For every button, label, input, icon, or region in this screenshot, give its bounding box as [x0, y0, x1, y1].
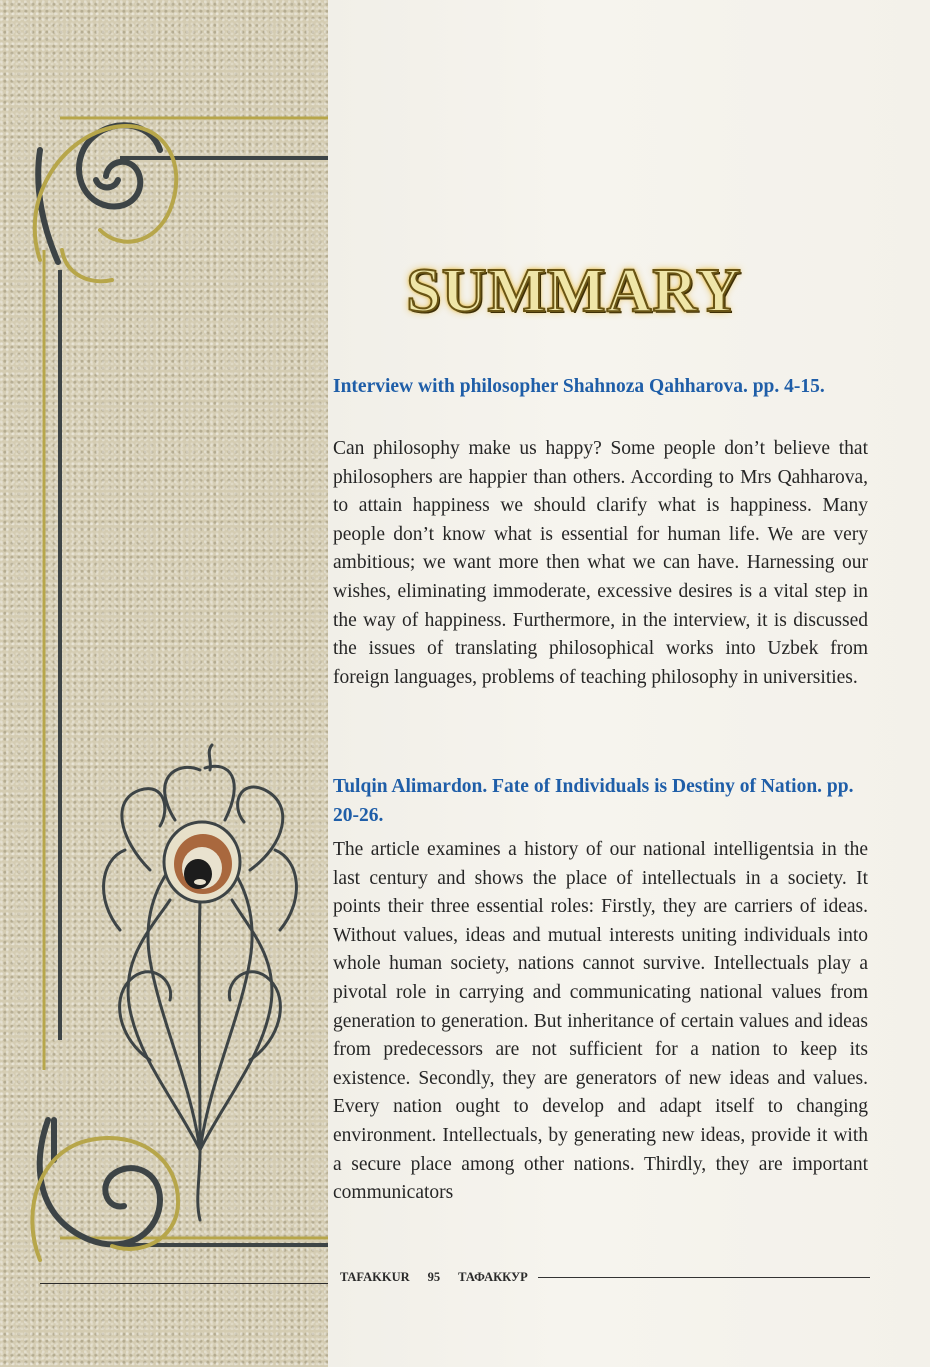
article-1-body: Can philosophy make us happy? Some people don’t believe that philosophers are happier than others. According to Mrs Qahharova, to attain happiness we should clarify what is happiness. Many people don’t know what is essential for human life. We are very ambitious; we want more then what we can have. Harnessing our wishes, eliminating immoderate, excessive desires is a vital step in the way of happiness. Furthermore, in the interview, it is discussed the issues of translating philosophical works into Uzbek from foreign languages, problems of teaching philosophy in universities. [333, 438, 868, 688]
footer-journal-latin: TAFAKKUR [340, 1269, 410, 1284]
scroll-corner-icon [38, 125, 160, 262]
peacock-feather-icon [104, 745, 297, 1220]
page-title: SUMMARY [406, 257, 742, 325]
footer-journal-cyrillic: ТАФАККУР [458, 1269, 528, 1284]
page-footer [340, 1267, 870, 1287]
article-2-body: The article examines a history of our national intelligentsia in the last century and shows the place of intellectuals in a society. It points their three essential roles: Firstly, they are carriers of ideas. Without values, ideas and mutual interests uniting individuals into whole human society, nations cannot survive. Intellectuals play a pivotal role in carrying and communicating national values from generation to generation. But inheritance of certain values and ideas from predecessors are not sufficient for a nation to keep its existence. Secondly, they are generators of new ideas and values. Every nation ought to develop and adapt itself to changing environment. Intellectuals, by generating new ideas, provide it with a secure place among other nations. Thirdly, they are important communicators [333, 839, 868, 1204]
article-2-heading: Tulqin Alimardon. Fate of Individuals is Destiny of Nation. pp. 20-26. [333, 776, 854, 826]
footer-rule [538, 1277, 870, 1278]
feather-eye [164, 822, 240, 902]
panel-bottom-rule [40, 1283, 330, 1284]
article-1-heading: Interview with philosopher Shahnoza Qahharova. pp. 4-15. [333, 376, 825, 397]
ornamental-frame [0, 0, 330, 1367]
footer-page-number: 95 [427, 1269, 441, 1284]
decorative-panel [0, 0, 329, 1367]
